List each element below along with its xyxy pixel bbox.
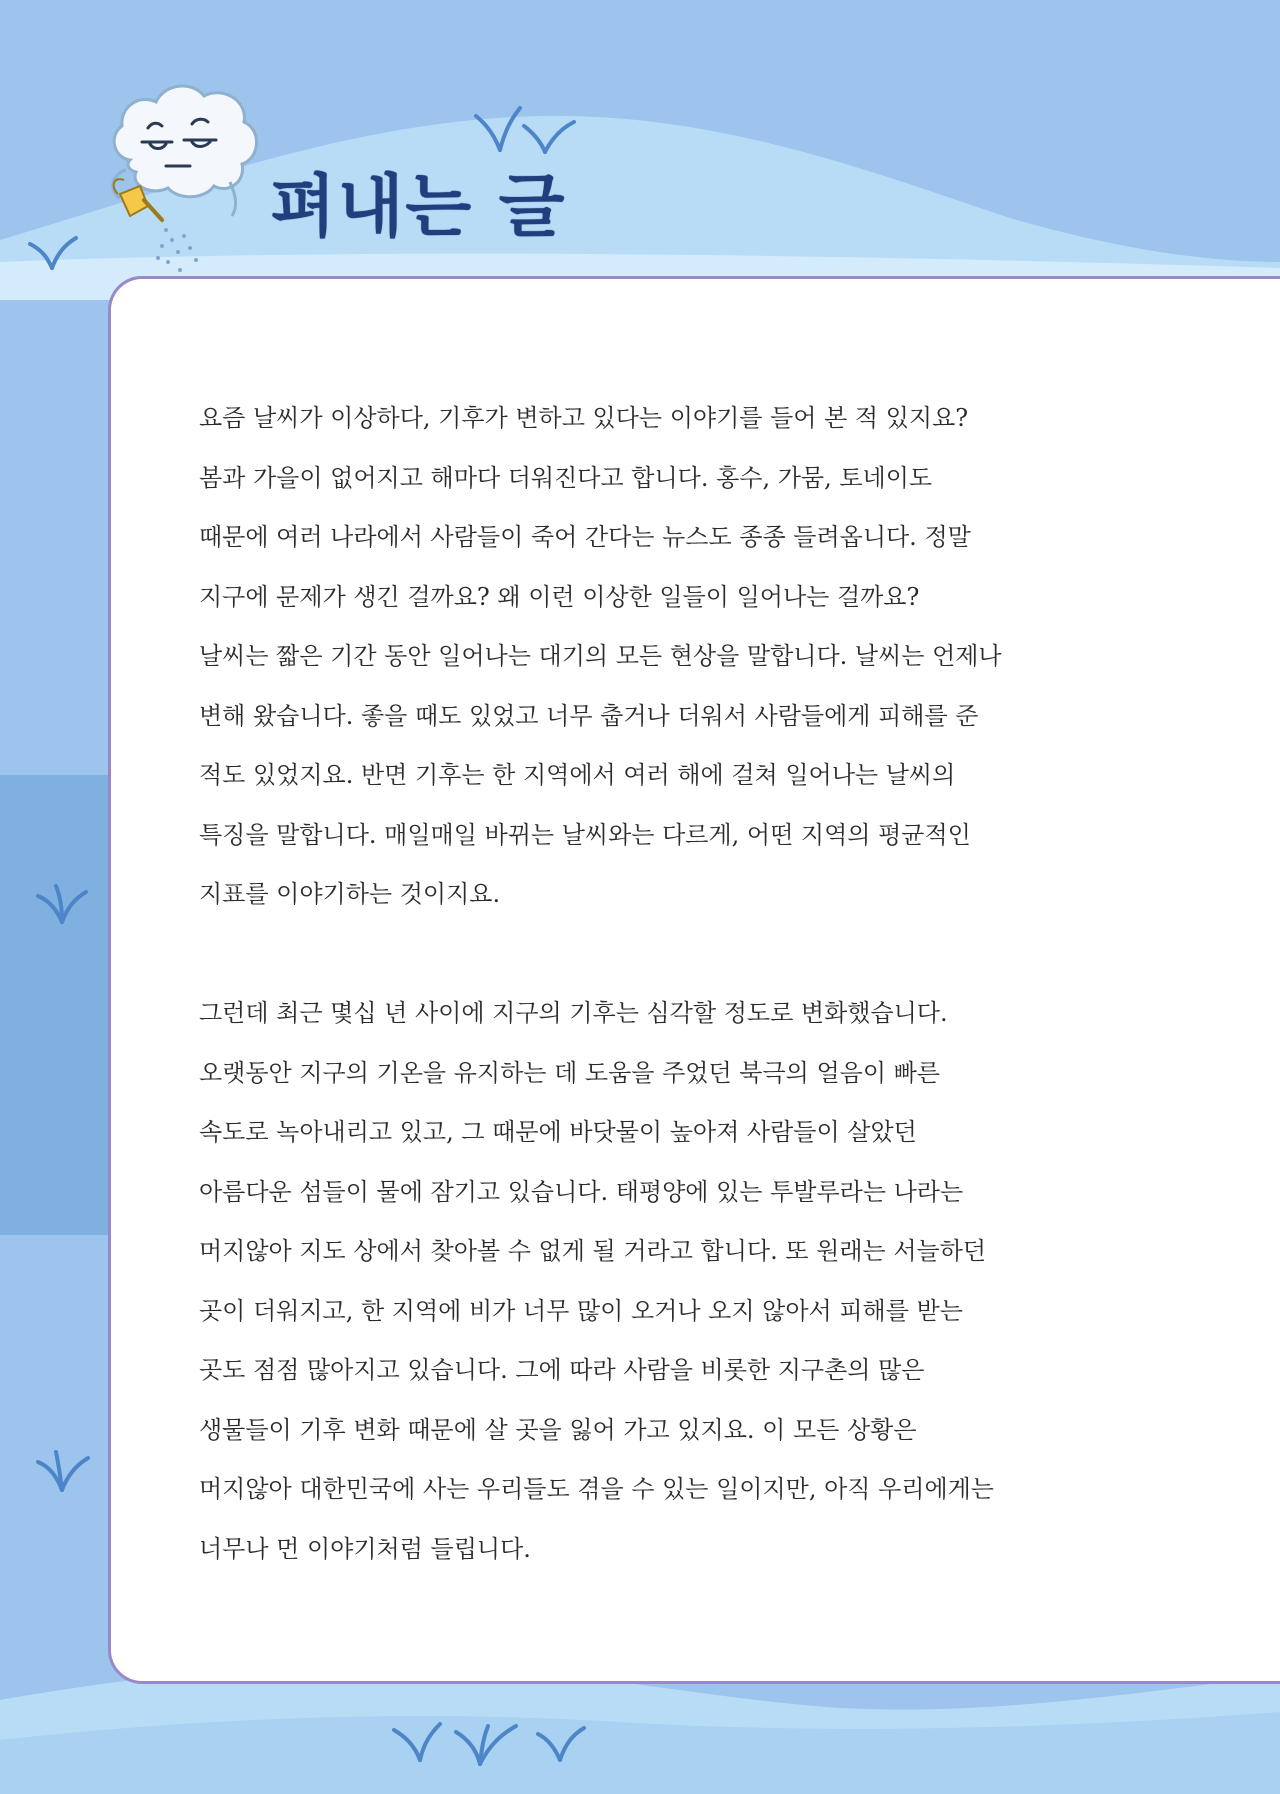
cloud-character-icon (100, 70, 270, 280)
left-color-band (0, 775, 110, 1235)
text-line: 머지않아 지도 상에서 찾아볼 수 없게 될 거라고 합니다. 또 원래는 서늘하던 (199, 1237, 987, 1265)
text-line: 지표를 이야기하는 것이지요. (199, 880, 501, 908)
cloud-arm (230, 182, 236, 216)
cloud-body (113, 86, 257, 198)
paragraph-2 (199, 984, 1199, 1579)
text-line: 오랫동안 지구의 기온을 유지하는 데 도움을 주었던 북극의 얼음이 빠른 (199, 1058, 940, 1087)
text-line: 그런데 최근 몇십 년 사이에 지구의 기후는 심각할 정도로 변화했습니다. (199, 999, 948, 1027)
text-line: 속도로 녹아내리고 있고, 그 때문에 바닷물이 높아져 사람들이 살았던 (199, 1118, 917, 1146)
text-line: 특징을 말합니다. 매일매일 바뀌는 날씨와는 다르게, 어떤 지역의 평균적인 (199, 820, 971, 849)
text-line: 곳도 점점 많아지고 있습니다. 그에 따라 사람을 비롯한 지구촌의 많은 (199, 1356, 925, 1384)
text-line: 적도 있었지요. 반면 기후는 한 지역에서 여러 해에 걸쳐 일어나는 날씨의 (199, 761, 956, 789)
body-text (199, 389, 1199, 1579)
text-line: 아름다운 섬들이 물에 잠기고 있습니다. 태평양에 있는 투발루라는 나라는 (199, 1177, 964, 1206)
page-title: 펴내는 글 (270, 168, 567, 247)
text-line: 지구에 문제가 생긴 걸까요? 왜 이런 이상한 일들이 일어나는 걸까요? (199, 582, 920, 611)
text-line: 요즘 날씨가 이상하다, 기후가 변하고 있다는 이야기를 들어 본 적 있지요? (199, 404, 969, 432)
text-line: 변해 왔습니다. 좋을 때도 있었고 너무 춥거나 더워서 사람들에게 피해를 준 (199, 701, 979, 730)
paragraph-1 (199, 389, 1199, 925)
content-card (108, 276, 1280, 1684)
bottom-hill-lower (0, 1712, 1280, 1794)
text-line: 때문에 여러 나라에서 사람들이 죽어 간다는 뉴스도 종종 들려옵니다. 정말 (199, 523, 971, 551)
text-line: 봄과 가을이 없어지고 해마다 더워진다고 합니다. 홍수, 가뭄, 토네이도 (199, 463, 933, 492)
text-line: 곳이 더워지고, 한 지역에 비가 너무 많이 오거나 오지 않아서 피해를 받는 (199, 1296, 963, 1325)
text-line: 생물들이 기후 변화 때문에 살 곳을 잃어 가고 있지요. 이 모든 상황은 (199, 1415, 917, 1444)
text-line: 너무나 먼 이야기처럼 들립니다. (199, 1534, 531, 1563)
paragraph-gap (199, 925, 1199, 985)
text-line: 날씨는 짧은 기간 동안 일어나는 대기의 모든 현상을 말합니다. 날씨는 언제나 (199, 642, 1002, 670)
water-drops (156, 228, 198, 272)
text-line: 머지않아 대한민국에 사는 우리들도 겪을 수 있는 일이지만, 아직 우리에게는 (199, 1475, 994, 1503)
